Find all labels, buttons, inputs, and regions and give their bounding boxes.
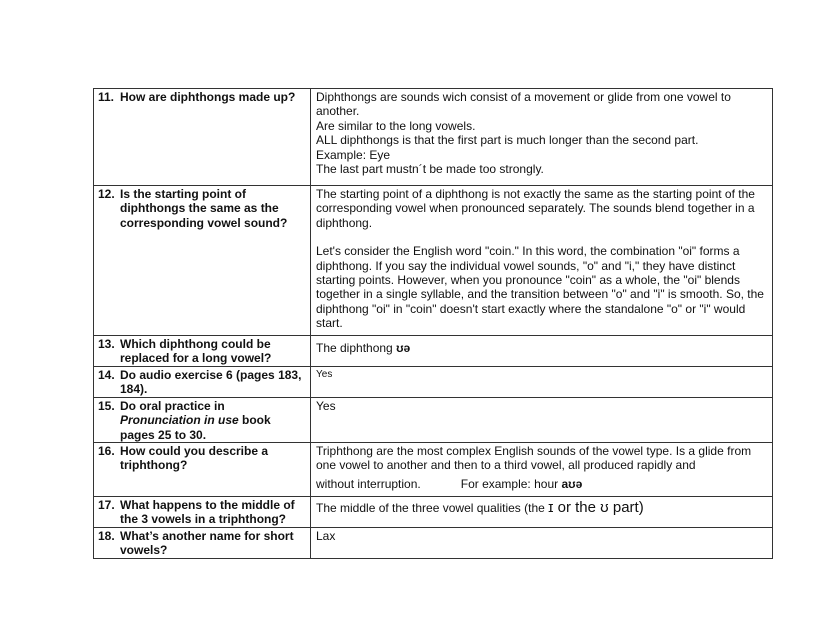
table-row (94, 497, 773, 528)
answer-cell: Yes (311, 397, 773, 442)
answer-line: Are similar to the long vowels. (316, 118, 476, 133)
answer-paragraph: Let's consider the English word "coin." In this word, the combination "oi" forms a diphthong. If you say the individual vowel sounds, "o" and "i," they have distinct starting points. However, when you pronounce "coin" as a whole, the "oi" blends together in a single syllable, and the transition between "o" and "i" is smooth. So, the diphthong "oi" in "coin" doesn't start exactly where the standalone "o" or "i" would start. (316, 244, 764, 331)
answer-line: The last part mustn´t be made too strongly. (316, 162, 544, 177)
ipa-symbol: aʊə (561, 476, 583, 491)
question-cell (94, 443, 311, 497)
answer-cell (311, 443, 773, 497)
question-cell (94, 397, 311, 442)
table-row (94, 443, 773, 497)
table-row (94, 336, 773, 367)
question-number: 17. (98, 498, 115, 513)
question-text: What’s another name for short vowels? (120, 528, 294, 558)
table-row (94, 527, 773, 558)
question-text: How could you describe a triphthong? (120, 444, 269, 473)
question-number: 11. (98, 90, 115, 104)
question-cell (94, 497, 311, 528)
ipa-symbol: ɪ or the ʊ part) (548, 499, 644, 517)
answer-text: The diphthong (316, 341, 397, 355)
answer-cell: Lax (311, 527, 773, 558)
answer-line: Example: Eye (316, 147, 391, 162)
table-row (94, 367, 773, 398)
question-text: Do oral practice in (120, 398, 225, 413)
question-number: 14. (98, 368, 115, 382)
question-cell (94, 527, 311, 558)
questions-table (93, 88, 773, 559)
question-text: book pages 25 to 30. (120, 413, 271, 442)
question-text: What happens to the middle of the 3 vowels in a triphthong? (120, 498, 295, 527)
question-text: How are diphthongs made up? (120, 90, 296, 104)
answer-line: Diphthongs are sounds wich consist of a movement or glide from one vowel to another. (316, 90, 731, 119)
answer-line: ALL diphthongs is that the first part is much longer than the second part. (316, 133, 699, 148)
question-text: Is the starting point of diphthongs the same as the corresponding vowel sound? (120, 187, 288, 230)
answer-text: The middle of the three vowel qualities (the (316, 501, 549, 516)
answer-paragraph: The starting point of a diphthong is not exactly the same as the starting point of the corresponding vowel when pronounced separately. The sounds blend together in a diphthong. (316, 187, 755, 230)
question-cell (94, 336, 311, 367)
question-number: 18. (98, 528, 115, 543)
answer-text: without interruption. (316, 476, 421, 491)
question-text: Do audio exercise 6 (pages 183, 184). (120, 368, 302, 397)
question-number: 13. (98, 337, 115, 351)
table-row (94, 89, 773, 186)
question-cell (94, 186, 311, 336)
question-number: 16. (98, 444, 115, 459)
question-text: Which diphthong could be replaced for a long vowel? (120, 337, 272, 366)
question-number: 12. (98, 187, 115, 201)
book-title: Pronunciation in use (120, 413, 239, 428)
answer-cell (311, 186, 773, 336)
table-row (94, 397, 773, 442)
question-cell (94, 367, 311, 398)
ipa-symbol: ʊə (396, 341, 411, 355)
table-row (94, 186, 773, 336)
question-number: 15. (98, 398, 115, 413)
answer-cell (311, 497, 773, 528)
answer-text: Triphthong are the most complex English sounds of the vowel type. Is a glide from one vowel to another and then to a third vowel, all produced rapidly and (316, 444, 752, 473)
question-cell (94, 89, 311, 186)
example-label: For example: hour (460, 476, 562, 491)
answer-cell (311, 336, 773, 367)
answer-cell (311, 89, 773, 186)
answer-cell: Yes (311, 367, 773, 398)
